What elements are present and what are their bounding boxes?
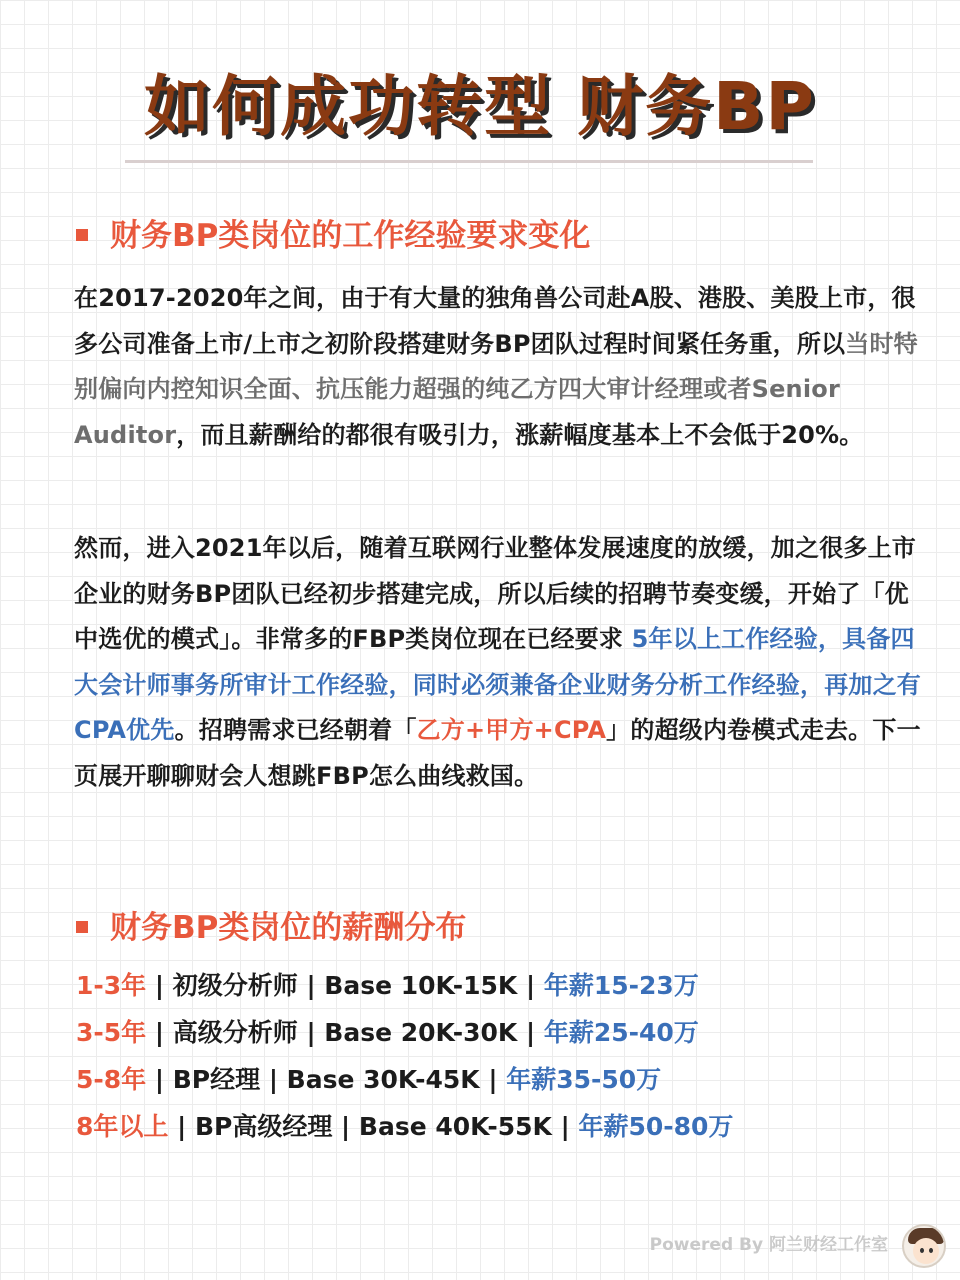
square-bullet-icon: [76, 921, 88, 933]
paragraph-experience-current: [74, 526, 924, 799]
avatar-icon: [902, 1224, 946, 1268]
salary-years: 1-3年: [76, 971, 147, 1000]
footer-credit: Powered By 阿兰财经工作室: [649, 1235, 888, 1255]
paragraph-experience-history: [74, 276, 924, 458]
salary-base: Base 20K-30K: [324, 1018, 518, 1047]
salary-role: BP高级经理: [194, 1112, 333, 1141]
salary-row: 1-3年 | 初级分析师 | Base 10K-15K | 年薪15-23万: [76, 971, 699, 1000]
salary-role: BP经理: [172, 1065, 261, 1094]
salary-base: Base 30K-45K: [286, 1065, 480, 1094]
salary-role: 初级分析师: [172, 971, 298, 1000]
salary-row: 8年以上 | BP高级经理 | Base 40K-55K | 年薪50-80万: [76, 1112, 734, 1141]
section-heading-text: 财务BP类岗位的工作经验要求变化: [110, 218, 591, 254]
salary-base: Base 10K-15K: [324, 971, 518, 1000]
salary-annual: 年薪15-23万: [543, 971, 699, 1000]
highlight-text: 当时特别偏向内控知识全面、抗压能力超强的纯乙方四大审计经理或者Senior Auditor: [74, 329, 918, 449]
section-heading-text: 财务BP类岗位的薪酬分布: [110, 910, 467, 946]
section-heading-salary: [76, 906, 466, 950]
salary-row: 5-8年 | BP经理 | Base 30K-45K | 年薪35-50万: [76, 1065, 662, 1094]
text-span: 在2017-2020年之间，由于有大量的独角兽公司赴A股、港股、美股上市，很多公司准备上市/上市之初阶段搭建财务BP团队过程时间紧任务重，所以: [74, 284, 916, 358]
salary-base: Base 40K-55K: [358, 1112, 552, 1141]
highlight-text: 5年以上工作经验，具备四大会计师事务所审计工作经验，同时必须兼备企业财务分析工作经验，再加之有CPA优先: [74, 625, 921, 744]
salary-annual: 年薪50-80万: [578, 1112, 734, 1141]
text-span: 。招聘需求已经朝着「: [174, 716, 417, 744]
text-span: 」的超级内卷模式走去。下一页展开聊聊财会人想跳FBP怎么曲线救国。: [74, 716, 921, 790]
salary-years: 5-8年: [76, 1065, 147, 1094]
square-bullet-icon: [76, 229, 88, 241]
salary-annual: 年薪35-50万: [506, 1065, 662, 1094]
salary-annual: 年薪25-40万: [543, 1018, 699, 1047]
page-title: 如何成功转型 财务BP: [144, 68, 816, 145]
section-heading-experience: [76, 214, 590, 258]
highlight-text: 乙方+甲方+CPA: [416, 716, 607, 744]
salary-years: 3-5年: [76, 1018, 147, 1047]
text-span: ，而且薪酬给的都很有吸引力，涨薪幅度基本上不会低于20%。: [176, 420, 864, 449]
text-span: 然而，进入2021年以后，随着互联网行业整体发展速度的放缓，加之很多上市企业的财务BP团队已经初步搭建完成，所以后续的招聘节奏变缓，开始了「优中选优的模式」。非常多的FBP类岗位现在已经要求: [74, 534, 916, 653]
salary-role: 高级分析师: [172, 1018, 298, 1047]
salary-row: 3-5年 | 高级分析师 | Base 20K-30K | 年薪25-40万: [76, 1018, 699, 1047]
title-divider: [125, 160, 813, 163]
salary-years: 8年以上: [76, 1112, 169, 1141]
